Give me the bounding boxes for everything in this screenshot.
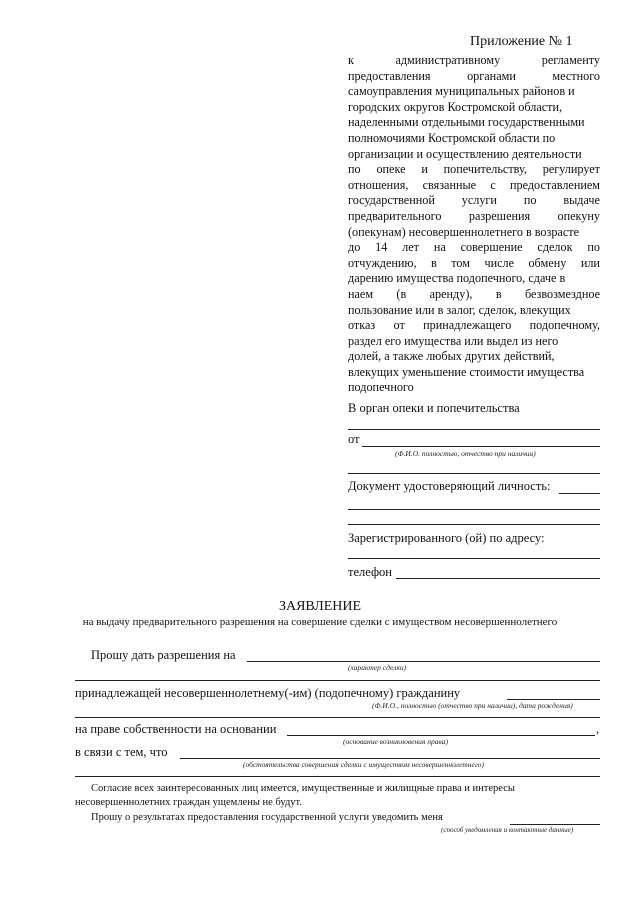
regulation-word: наем: [348, 286, 374, 301]
id-document-label: Документ удостоверяющий личность:: [348, 479, 551, 493]
regulation-word: разрешения: [468, 208, 531, 223]
regulation-line: [348, 209, 600, 225]
regulation-word: подопечного: [348, 380, 414, 395]
regulation-word: полномочиями Костромской области по: [348, 130, 556, 145]
regulation-word: от: [393, 318, 405, 333]
regulation-word: предварительного: [348, 208, 442, 223]
regulation-word: или: [580, 255, 600, 270]
ownership-comma: ,: [596, 722, 600, 736]
regulation-line: [348, 303, 600, 319]
regulation-word: регламенту: [541, 53, 600, 67]
statement-title: ЗАЯВЛЕНИЕ: [278, 599, 362, 614]
consent-text-line-2: несовершеннолетних граждан ущемлены не будут.: [75, 797, 302, 808]
id-document-line-2[interactable]: [348, 509, 600, 510]
ownership-basis-caption: (основание возникновения права): [343, 737, 448, 746]
ownership-label: на праве собственности на основании: [75, 722, 277, 736]
regulation-line: [348, 100, 600, 116]
regulation-line: [348, 349, 600, 365]
minor-name-field[interactable]: [507, 699, 600, 700]
regulation-word: органами: [467, 68, 516, 83]
regulation-word: предоставления: [348, 68, 431, 83]
regulation-word: к: [348, 53, 354, 67]
regulation-word: местного: [552, 68, 600, 83]
regulation-word: (в: [396, 286, 407, 301]
regulation-word: дарению имущества подопечного, сдаче в: [348, 271, 566, 286]
regulation-word: аренду),: [429, 286, 473, 301]
regulation-word: предоставлением: [509, 177, 600, 192]
regulation-word: совершение: [460, 240, 523, 255]
regulation-word: наделенными отдельными государственными: [348, 115, 585, 130]
regulation-word: в: [495, 286, 502, 301]
reason-line-2[interactable]: [75, 776, 600, 777]
transaction-type-line-2[interactable]: [75, 680, 600, 681]
applicant-name-line-2[interactable]: [348, 473, 600, 474]
regulation-line: [348, 225, 600, 241]
regulation-word: том: [451, 255, 470, 270]
regulation-line: [348, 365, 600, 381]
request-label: Прошу дать разрешения на: [91, 648, 236, 662]
regulation-line: [348, 334, 600, 350]
regulation-word: самоуправления муниципальных районов и: [348, 84, 575, 99]
transaction-type-caption: (характер сделки): [348, 663, 407, 672]
notify-label: Прошу о результатах предоставления государственной услуги уведомить меня: [91, 812, 443, 823]
regulation-line: [348, 271, 600, 287]
reason-caption: (обстоятельства совершения сделки с имуществом несовершеннолетнего): [243, 760, 485, 769]
regulation-word: до: [348, 240, 361, 255]
regulation-line: [348, 115, 600, 131]
consent-text-line-1: Согласие всех заинтересованных лиц имеется, имущественные и жилищные права и интересы: [91, 783, 515, 794]
applicant-name-field[interactable]: [362, 446, 600, 447]
regulation-word: по: [348, 162, 361, 177]
regulation-word: в: [431, 255, 437, 270]
ownership-basis-field[interactable]: [287, 735, 595, 736]
regulation-line: [348, 178, 600, 194]
regulation-word: опеке: [376, 162, 406, 177]
regulation-line: [348, 318, 600, 334]
regulation-word: выдаче: [563, 193, 600, 208]
transaction-type-field[interactable]: [247, 661, 600, 662]
regulation-word: с: [490, 177, 496, 192]
regulation-word: числе: [484, 255, 514, 270]
regulation-line: [348, 147, 600, 163]
regulation-word: сделок: [537, 240, 573, 255]
regulation-word: влекущих уменьшение стоимости имущества: [348, 364, 585, 379]
regulation-word: государственной: [348, 193, 435, 208]
regulation-line: [348, 84, 600, 100]
regulation-word: обмену: [528, 255, 567, 270]
regulation-word: по: [523, 193, 537, 208]
regulation-line: [348, 162, 600, 178]
regulation-word: связанные: [422, 177, 477, 192]
from-label: от: [348, 432, 360, 446]
regulation-word: услуги: [461, 193, 497, 208]
applicant-name-caption: (Ф.И.О. полностью, отчество при наличии): [395, 449, 536, 458]
regulation-word: организации и осуществлению деятельности: [348, 146, 582, 161]
regulation-line: [348, 240, 600, 256]
regulation-word: 14: [375, 240, 388, 255]
regulation-word: принадлежащего: [423, 318, 512, 333]
phone-label: телефон: [348, 565, 392, 579]
regulation-word: административному: [395, 53, 501, 67]
regulation-line: [348, 131, 600, 147]
regulation-word: лет: [402, 240, 419, 255]
regulation-line: [348, 287, 600, 303]
id-document-line-3[interactable]: [348, 524, 600, 525]
regulation-word: опекуну: [557, 208, 600, 223]
regulation-word: регулирует: [542, 162, 600, 177]
reason-label: в связи с тем, что: [75, 745, 168, 759]
regulation-reference: [348, 53, 600, 396]
regulation-line: [348, 193, 600, 209]
notify-method-caption: (способ уведомления и контактные данные): [441, 826, 574, 834]
regulation-word: раздел его имущества или выдел из него: [348, 333, 559, 348]
regulation-word: отношения,: [348, 177, 409, 192]
minor-name-line-2[interactable]: [75, 717, 600, 718]
regulation-line: [348, 256, 600, 272]
regulation-word: на: [433, 240, 446, 255]
regulation-word: по: [587, 240, 600, 255]
regulation-word: долей, а также любых других действий,: [348, 349, 555, 364]
registered-address-field[interactable]: [348, 558, 600, 559]
regulation-line: [348, 380, 600, 396]
regulation-word: городских округов Костромской области,: [348, 99, 563, 114]
regulation-line: [348, 69, 600, 85]
regulation-word: (опекунам) несовершеннолетнего в возрасте: [348, 224, 579, 239]
authority-line[interactable]: [348, 429, 600, 430]
registered-address-label: Зарегистрированного (ой) по адресу:: [348, 531, 545, 545]
authority-label: В орган опеки и попечительства: [348, 401, 520, 415]
id-document-field[interactable]: [559, 493, 600, 494]
regulation-word: отчуждению,: [348, 255, 417, 270]
reason-field[interactable]: [180, 758, 600, 759]
regulation-word: отказ: [348, 318, 376, 333]
regulation-word: пользование или в залог, сделок, влекущих: [348, 302, 571, 317]
regulation-word: и: [421, 162, 428, 177]
minor-name-caption: (Ф.И.О., полностью (отчество при наличии), дата рождения): [372, 701, 573, 710]
regulation-word: подопечному,: [529, 318, 600, 333]
statement-subtitle: на выдачу предварительного разрешения на совершение сделки с имуществом несовершеннолетнего: [82, 616, 558, 628]
regulation-line: [348, 53, 600, 69]
belonging-label: принадлежащей несовершеннолетнему(-им) (подопечному) гражданину: [75, 686, 461, 700]
regulation-word: безвозмездное: [524, 286, 600, 301]
notify-method-field[interactable]: [510, 824, 600, 825]
phone-field[interactable]: [396, 578, 600, 579]
appendix-title: Приложение № 1: [470, 34, 573, 49]
regulation-word: попечительству,: [443, 162, 527, 177]
